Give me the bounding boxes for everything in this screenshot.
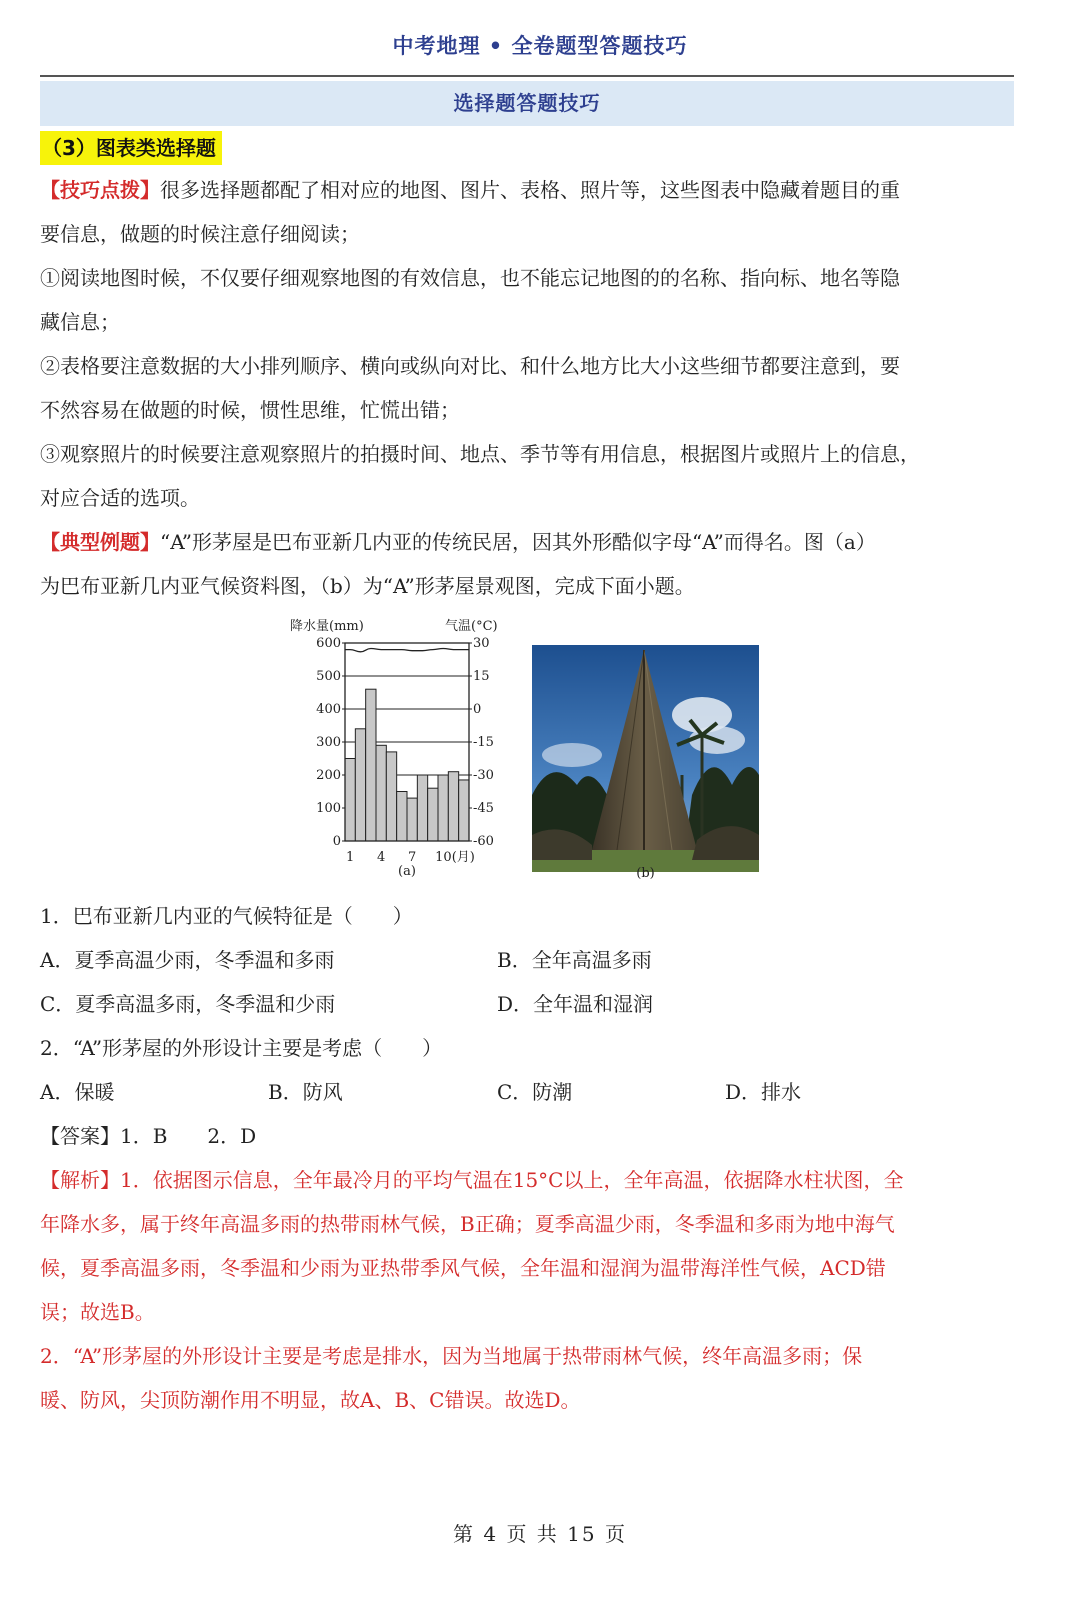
precip-axis-label: 降水量(mm) [290, 619, 364, 634]
chart-caption-a: (a) [398, 864, 416, 879]
example-text-1: “A”形茅屋是巴布亚新几内亚的传统民居，因其外形酷似字母“A”而得名。图（a） [160, 530, 876, 554]
q2-option-c: C．防潮 [497, 1080, 573, 1104]
temp-tick-label: -15 [473, 735, 494, 750]
tip-paragraph [40, 168, 1015, 608]
tip-point-1a: ①阅读地图时候，不仅要仔细观察地图的有效信息，也不能忘记地图的的名称、指向标、地名等隐 [40, 266, 900, 290]
precip-tick-label: 200 [316, 768, 341, 783]
q1-option-c: C．夏季高温多雨，冬季温和少雨 [40, 992, 336, 1016]
analysis-line-5: 2．“A”形茅屋的外形设计主要是考虑是排水，因为当地属于热带雨林气候，终年高温多雨；保 [40, 1344, 863, 1368]
precip-bar [397, 792, 407, 842]
analysis-line-3: 候，夏季高温多雨，冬季温和少雨为亚热带季风气候，全年温和湿润为温带海洋性气候，ACD错 [40, 1256, 886, 1280]
temp-tick-label: -45 [473, 801, 494, 816]
temp-tick-label: -60 [473, 834, 494, 849]
precip-tick-label: 500 [316, 669, 341, 684]
precip-tick-label: 100 [316, 801, 341, 816]
climate-chart [285, 612, 520, 887]
page-footer: 第 4 页 共 15 页 [453, 1522, 627, 1546]
precip-bar [355, 729, 365, 841]
answer-text: 1．B 2．D [120, 1124, 257, 1148]
temp-tick-label: 30 [473, 636, 490, 651]
q2-option-d: D．排水 [725, 1080, 802, 1104]
example-line-2: 为巴布亚新几内亚气候资料图，（b）为“A”形茅屋景观图，完成下面小题。 [40, 574, 695, 598]
tip-text-1: 很多选择题都配了相对应的地图、图片、表格、照片等，这些图表中隐藏着题目的重 [160, 178, 900, 202]
month-tick-label: 7 [408, 850, 417, 865]
precip-ticks [316, 636, 345, 849]
hut-photo [532, 645, 759, 872]
precip-bar [417, 775, 427, 841]
precip-bar [376, 745, 386, 841]
question-2: 2．“A”形茅屋的外形设计主要是考虑（ ） [40, 1036, 443, 1060]
tip-point-2b: 不然容易在做题的时候，惯性思维，忙慌出错； [40, 398, 460, 422]
example-line-1 [40, 520, 1015, 564]
tip-point-1b: 藏信息； [40, 310, 120, 334]
tip-point-3a: ③观察照片的时候要注意观察照片的拍摄时间、地点、季节等有用信息，根据图片或照片上的信息， [40, 442, 920, 466]
precip-bar [386, 752, 396, 841]
temperature-line [345, 649, 469, 652]
precip-bars [345, 689, 469, 841]
tip-line-2: 要信息，做题的时候注意仔细阅读； [40, 222, 360, 246]
header-divider [40, 75, 1014, 77]
temp-ticks [469, 636, 494, 849]
precip-bar [407, 798, 417, 841]
answer-line [40, 1114, 256, 1158]
precip-bar [448, 772, 458, 841]
temp-tick-label: 0 [473, 702, 482, 717]
tip-line-1 [40, 168, 1015, 212]
temp-axis-label: 气温(°C) [445, 619, 498, 634]
precip-tick-label: 300 [316, 735, 341, 750]
precip-bar [366, 689, 376, 841]
question-1: 1．巴布亚新几内亚的气候特征是（ ） [40, 904, 413, 928]
temp-tick-label: -30 [473, 768, 494, 783]
page-header-title: 中考地理 • 全卷题型答题技巧 [392, 34, 688, 58]
tip-tag: 【技巧点拨】 [40, 178, 160, 202]
precip-bar [438, 775, 448, 841]
q2-option-b: B．防风 [268, 1080, 343, 1104]
month-ticks [346, 850, 475, 865]
analysis-block [40, 1158, 1015, 1422]
temp-tick-label: 15 [473, 669, 490, 684]
analysis-line-1 [40, 1158, 1015, 1202]
precip-tick-label: 600 [316, 636, 341, 651]
month-tick-label: 1 [346, 850, 355, 865]
section-band-title: 选择题答题技巧 [40, 81, 1014, 126]
analysis-tag: 【解析】 [40, 1168, 120, 1192]
precip-bar [345, 759, 355, 842]
precip-bar [428, 788, 438, 841]
q1-option-b: B．全年高温多雨 [497, 948, 652, 972]
analysis-line-6: 暖、防风，尖顶防潮作用不明显，故A、B、C错误。故选D。 [40, 1388, 581, 1412]
month-tick-label: 10(月) [435, 850, 475, 865]
answer-tag: 【答案】 [40, 1124, 120, 1148]
q1-option-a: A．夏季高温少雨，冬季温和多雨 [40, 948, 335, 972]
precip-bar [459, 780, 469, 841]
precip-tick-label: 400 [316, 702, 341, 717]
tip-point-3b: 对应合适的选项。 [40, 486, 200, 510]
analysis-text-1: 1．依据图示信息，全年最冷月的平均气温在15°C以上，全年高温，依据降水柱状图，全 [120, 1168, 904, 1192]
analysis-line-2: 年降水多，属于终年高温多雨的热带雨林气候，B正确；夏季高温少雨，冬季温和多雨为地中海气 [40, 1212, 895, 1236]
photo-caption-b: (b) [636, 866, 655, 881]
q2-option-a: A．保暖 [40, 1080, 115, 1104]
subsection-label: （3）图表类选择题 [40, 131, 222, 165]
tip-point-2a: ②表格要注意数据的大小排列顺序、横向或纵向对比、和什么地方比大小这些细节都要注意到，要 [40, 354, 900, 378]
analysis-line-4: 误；故选B。 [40, 1300, 155, 1324]
q1-option-d: D．全年温和湿润 [497, 992, 654, 1016]
month-tick-label: 4 [377, 850, 386, 865]
a-frame-hut-illustration [532, 645, 759, 872]
precip-tick-label: 0 [332, 834, 341, 849]
example-tag: 【典型例题】 [40, 530, 160, 554]
